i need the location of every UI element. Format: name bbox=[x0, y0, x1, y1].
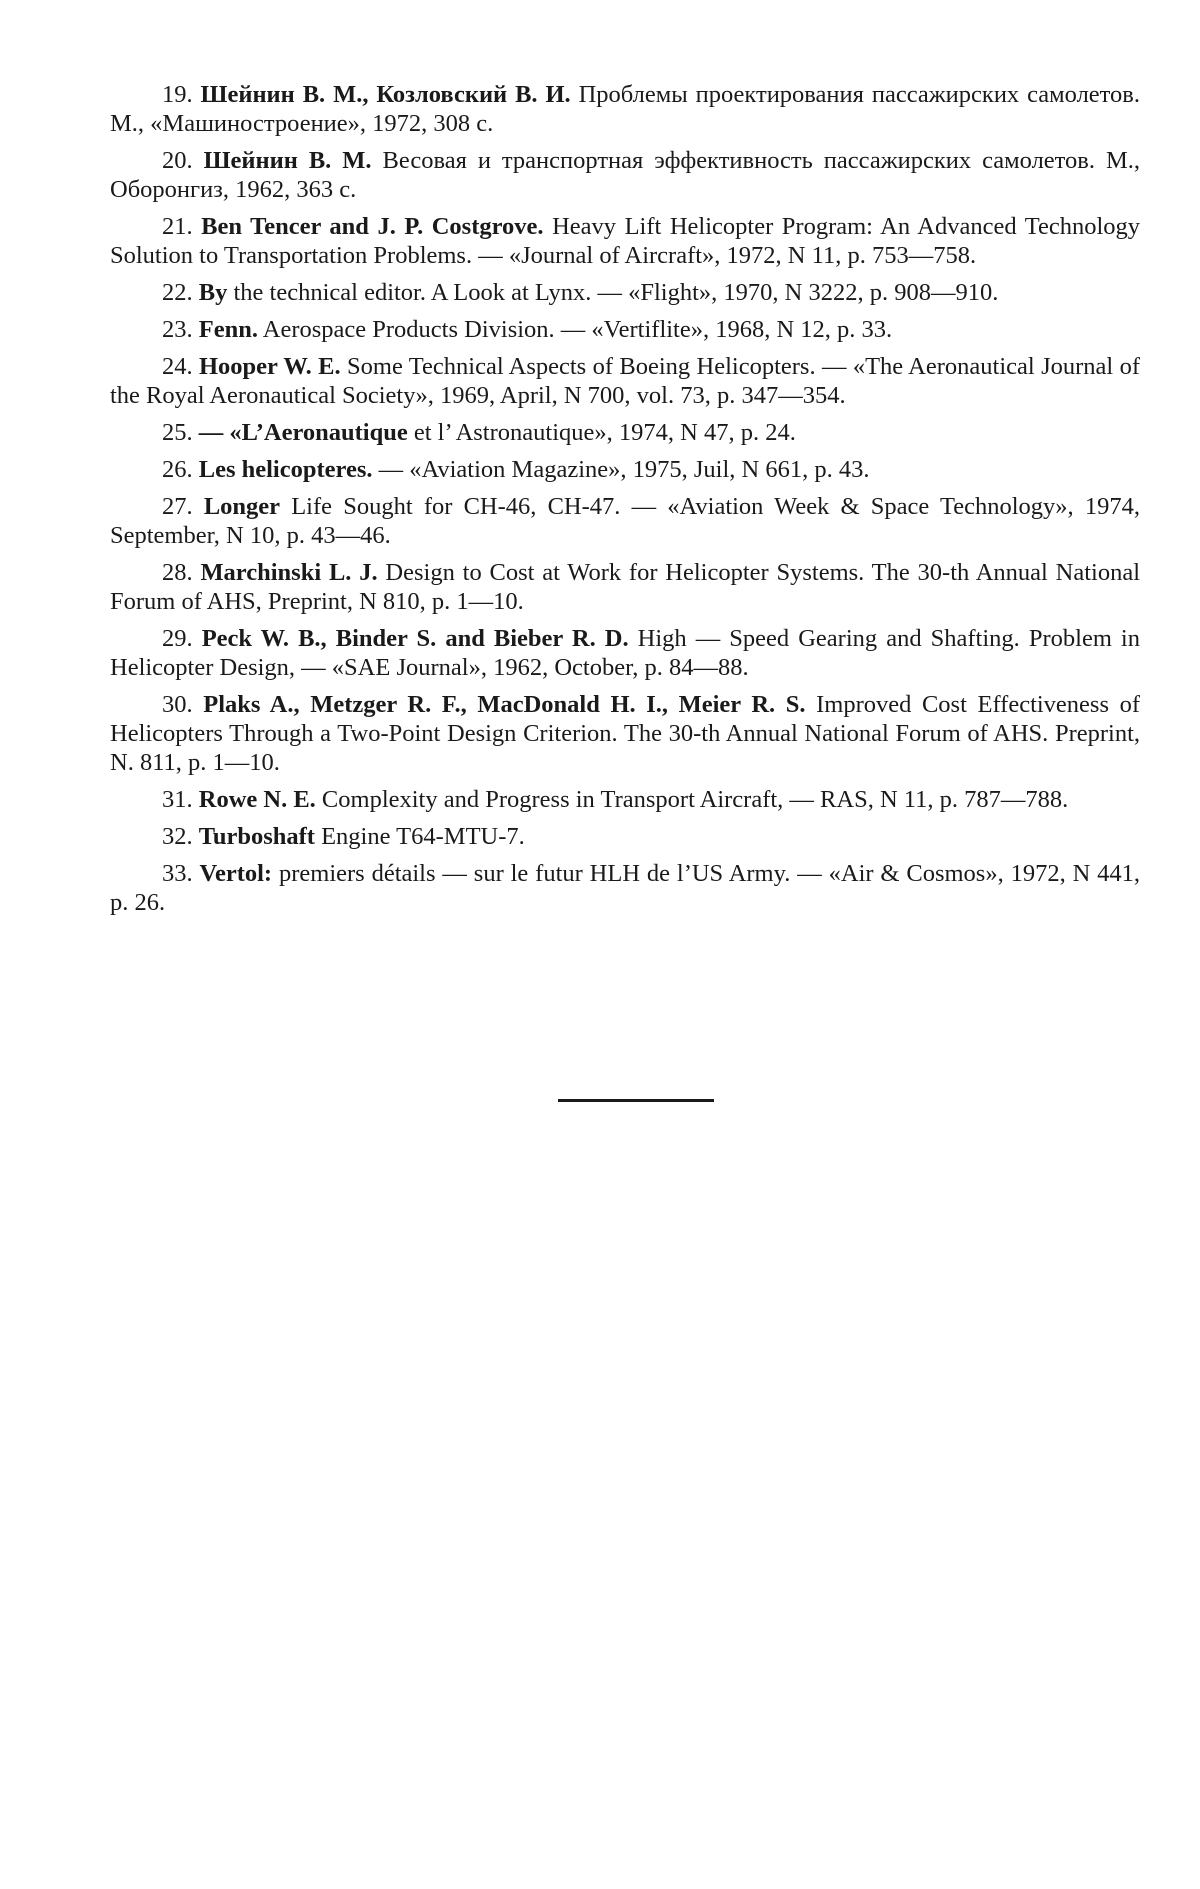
reference-authors: Marchinski L. J. bbox=[200, 559, 378, 586]
reference-item bbox=[110, 315, 1140, 344]
reference-number: 30. bbox=[162, 691, 193, 718]
reference-text: Проблемы проектирования пассажирских самолетов. М., «Машиностроение», 1972, 308 с. bbox=[110, 81, 1141, 137]
reference-item bbox=[110, 558, 1140, 616]
reference-number: 25. bbox=[162, 419, 193, 446]
end-rule bbox=[558, 1099, 714, 1102]
reference-item bbox=[110, 690, 1140, 777]
reference-text: Design to Cost at Work for Helicopter Systems. The 30-th Annual National Forum of AHS, Preprint, N 810, p. 1—10. bbox=[110, 559, 1141, 615]
reference-number: 27. bbox=[162, 493, 193, 520]
reference-item bbox=[110, 492, 1140, 550]
reference-authors: — «L’Aeronautique bbox=[198, 419, 408, 446]
reference-text: Heavy Lift Helicopter Program: An Advanced Technology Solution to Transportation Problems. — «Journal of Aircraft», 1972, N 11, p. 753—758. bbox=[110, 213, 1141, 269]
reference-number: 23. bbox=[162, 316, 193, 343]
reference-item bbox=[110, 785, 1140, 814]
reference-item bbox=[110, 352, 1140, 410]
reference-item bbox=[110, 822, 1140, 851]
reference-text: et l’ Astronautique», 1974, N 47, p. 24. bbox=[413, 419, 796, 446]
reference-authors: Fenn. bbox=[198, 316, 258, 343]
reference-number: 31. bbox=[162, 786, 193, 813]
reference-number: 33. bbox=[162, 860, 193, 887]
reference-text: Some Technical Aspects of Boeing Helicopters. — «The Aeronautical Journal of the Royal Aeronautical Society», 1969, April, N 700, vol. 73, p. 347—354. bbox=[110, 353, 1140, 409]
reference-authors: Turboshaft bbox=[198, 823, 315, 850]
reference-authors: Hooper W. E. bbox=[199, 353, 341, 380]
reference-list bbox=[110, 80, 1140, 917]
reference-text: premiers détails — sur le futur HLH de l’US Army. — «Air & Cosmos», 1972, N 441, p. 26. bbox=[110, 860, 1141, 916]
reference-text: the technical editor. A Look at Lynx. — «Flight», 1970, N 3222, p. 908—910. bbox=[233, 279, 999, 306]
reference-number: 22. bbox=[162, 279, 193, 306]
reference-item bbox=[110, 418, 1140, 447]
reference-number: 20. bbox=[162, 147, 193, 174]
reference-text: Engine T64-MTU-7. bbox=[321, 823, 525, 850]
reference-item bbox=[110, 278, 1140, 307]
reference-authors: Peck W. B., Binder S. and Bieber R. D. bbox=[201, 625, 629, 652]
reference-authors: By bbox=[198, 279, 228, 306]
reference-number: 24. bbox=[162, 353, 193, 380]
reference-item bbox=[110, 859, 1140, 917]
reference-text: Aerospace Products Division. — «Vertiflite», 1968, N 12, p. 33. bbox=[262, 316, 893, 343]
reference-text: Improved Cost Effectiveness of Helicopters Through a Two-Point Design Criterion. The 30-th Annual National Forum of AHS. Preprint, N. 811, p. 1—10. bbox=[110, 691, 1141, 776]
reference-item bbox=[110, 80, 1140, 138]
reference-authors: Les helicopteres. bbox=[198, 456, 373, 483]
reference-authors: Plaks A., Metzger R. F., MacDonald H. I., Meier R. S. bbox=[203, 691, 806, 718]
reference-number: 21. bbox=[162, 213, 193, 240]
reference-item bbox=[110, 455, 1140, 484]
reference-authors: Vertol: bbox=[199, 860, 273, 887]
reference-number: 26. bbox=[162, 456, 193, 483]
reference-text: Complexity and Progress in Transport Aircraft, — RAS, N 11, p. 787—788. bbox=[321, 786, 1069, 813]
reference-authors: Шейнин В. М., Козловский В. И. bbox=[200, 81, 571, 108]
reference-text: High — Speed Gearing and Shafting. Problem in Helicopter Design, — «SAE Journal», 1962, October, p. 84—88. bbox=[110, 625, 1140, 681]
reference-number: 19. bbox=[162, 81, 193, 108]
reference-text: Весовая и транспортная эффективность пассажирских самолетов. М., Оборонгиз, 1962, 363 с. bbox=[110, 147, 1141, 203]
reference-authors: Rowe N. E. bbox=[198, 786, 316, 813]
reference-authors: Ben Tencer and J. P. Costgrove. bbox=[201, 213, 544, 240]
reference-text: — «Aviation Magazine», 1975, Juil, N 661, p. 43. bbox=[378, 456, 870, 483]
reference-item bbox=[110, 212, 1140, 270]
reference-number: 29. bbox=[162, 625, 193, 652]
reference-item bbox=[110, 624, 1140, 682]
reference-authors: Шейнин В. М. bbox=[203, 147, 372, 174]
reference-number: 28. bbox=[162, 559, 193, 586]
reference-authors: Longer bbox=[203, 493, 281, 520]
reference-item bbox=[110, 146, 1140, 204]
reference-number: 32. bbox=[162, 823, 193, 850]
reference-text: Life Sought for CH-46, CH-47. — «Aviation Week & Space Technology», 1974, September, N 10, p. 43—46. bbox=[110, 493, 1140, 549]
